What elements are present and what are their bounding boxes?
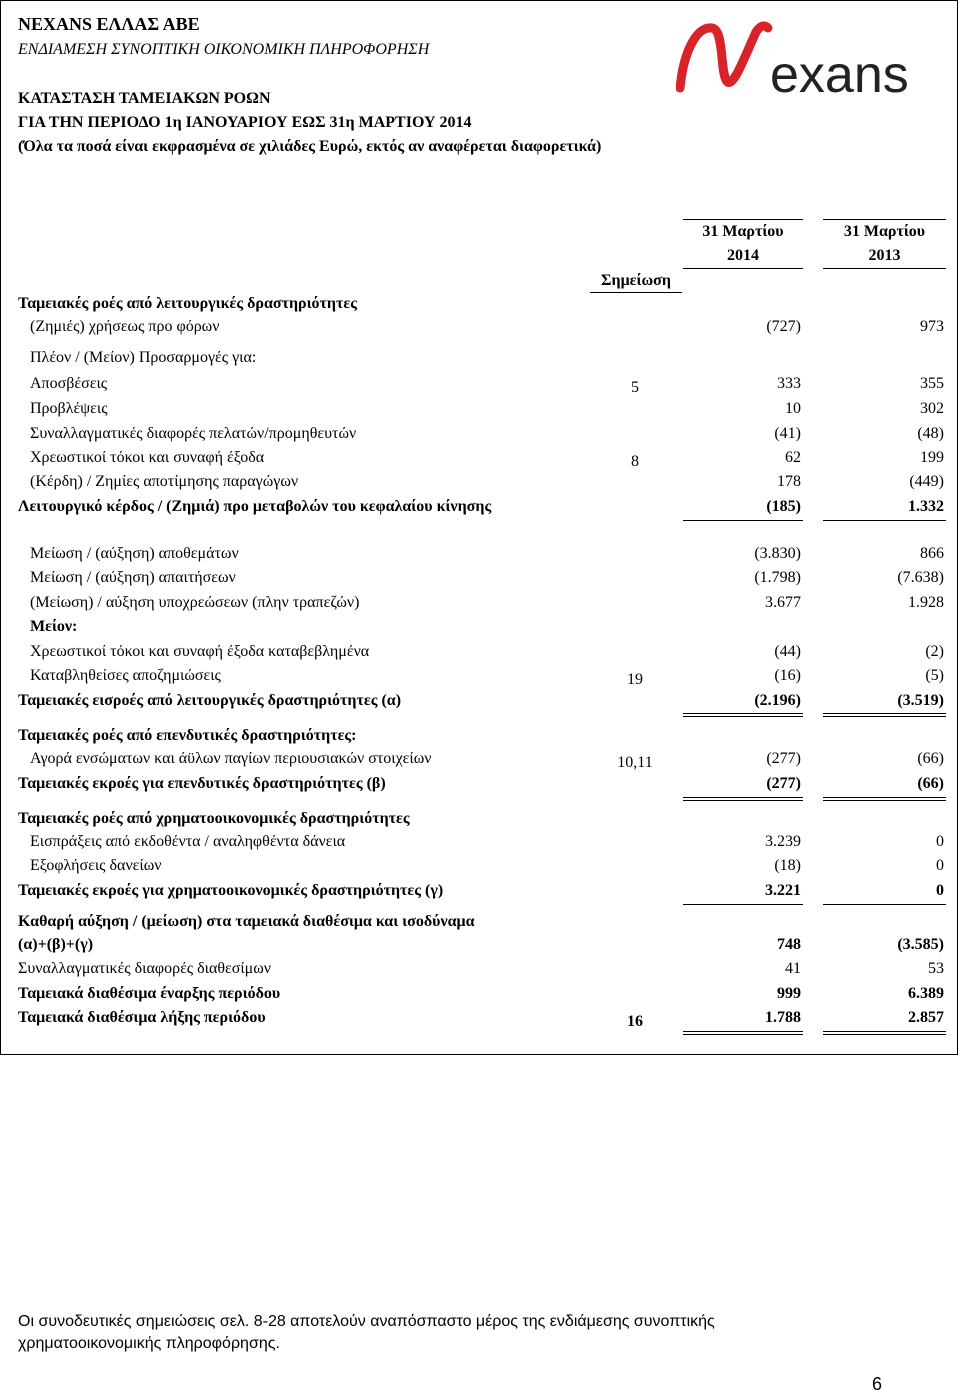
column-header-2013-date: 31 Μαρτίου: [843, 223, 926, 240]
table-row: [0, 747, 960, 771]
value-2013: (5): [925, 667, 944, 684]
value-2014: 1.788: [765, 1009, 801, 1026]
row-label: Ταμειακές εκροές για επενδυτικές δραστηριότητες (β): [18, 775, 386, 792]
column-header-2014-year: 2014: [727, 247, 759, 264]
row-label: Προβλέψεις: [30, 400, 108, 417]
row-label: Χρεωστικοί τόκοι και συναφή έξοδα: [30, 449, 265, 466]
value-2014: (727): [766, 318, 801, 335]
value-2013: 0: [936, 833, 944, 850]
row-label: Ταμειακά διαθέσιμα λήξης περιόδου: [18, 1009, 266, 1026]
row-note: 10,11: [617, 754, 653, 771]
subtotal-rule: [683, 904, 803, 905]
table-row: [0, 957, 960, 981]
row-label: Ταμειακές ροές από επενδυτικές δραστηριότητες:: [18, 727, 357, 744]
row-label: Ταμειακές εισροές από λειτουργικές δραστηριότητες (α): [18, 692, 402, 709]
table-row: [0, 446, 960, 470]
value-2014: 178: [777, 473, 801, 490]
table-row: [0, 315, 960, 339]
value-2014: (18): [774, 857, 801, 874]
value-2014: (41): [774, 425, 801, 442]
table-row: [0, 591, 960, 615]
value-2014: 3.677: [765, 594, 801, 611]
row-note: 5: [631, 379, 639, 396]
value-2013: 6.389: [908, 985, 944, 1002]
value-2014: 333: [777, 375, 801, 392]
column-header-2014: [683, 219, 803, 269]
value-2014: (185): [766, 498, 801, 515]
value-2013: 0: [936, 857, 944, 874]
total-double-rule: [683, 1031, 803, 1035]
value-2014: 41: [785, 960, 801, 977]
column-header-2013: [823, 219, 946, 269]
row-note: 16: [627, 1013, 643, 1030]
value-2013: 1.928: [908, 594, 944, 611]
company-name: NEXANS ΕΛΛΑΣ ΑΒΕ: [18, 14, 200, 34]
statement-period: ΓΙΑ ΤΗΝ ΠΕΡΙΟΔΟ 1η ΙΑΝΟΥΑΡΙΟΥ ΕΩΣ 31η ΜΑΡΤΙΟΥ 2014: [18, 114, 472, 131]
table-row: [0, 807, 960, 831]
page-number: 6: [872, 1374, 883, 1394]
statement-currency-note: (Όλα τα ποσά είναι εκφρασμένα σε χιλιάδες Ευρώ, εκτός αν αναφέρεται διαφορετικά): [18, 138, 602, 155]
row-label: Λειτουργικό κέρδος / (Ζημιά) προ μεταβολών του κεφαλαίου κίνησης: [18, 498, 492, 515]
table-row: [0, 772, 960, 796]
row-label: (Κέρδη) / Ζημίες αποτίμησης παραγώγων: [30, 473, 299, 490]
value-2013: (449): [909, 473, 944, 490]
value-2013: 2.857: [908, 1009, 944, 1026]
table-row: [0, 397, 960, 421]
subtotal-rule: [683, 520, 803, 521]
value-2013: 0: [936, 882, 944, 899]
row-label: Καθαρή αύξηση / (μείωση) στα ταμειακά διαθέσιμα και ισοδύναμα: [18, 913, 475, 930]
value-2014: (3.830): [754, 545, 801, 562]
row-label: Ταμειακές ροές από χρηματοοικονομικές δραστηριότητες: [18, 810, 410, 827]
row-label: Χρεωστικοί τόκοι και συναφή έξοδα καταβεβλημένα: [30, 643, 370, 660]
table-row: [0, 879, 960, 903]
table-row: [0, 615, 960, 639]
row-label: Συναλλαγματικές διαφορές πελατών/προμηθευτών: [30, 425, 357, 442]
value-2014: 3.221: [765, 882, 801, 899]
footer-note: Οι συνοδευτικές σημειώσεις σελ. 8-28 αποτελούν αναπόσπαστο μέρος της ενδιάμεσης συνοπτικής χρηματοοικονομικής πληροφόρησης.: [18, 1313, 715, 1352]
value-2014: (277): [766, 775, 801, 792]
table-row: [0, 470, 960, 494]
table-row: [0, 854, 960, 878]
nexans-logo: [676, 18, 942, 100]
value-2013: 973: [920, 318, 944, 335]
value-2013: (3.585): [897, 936, 944, 953]
row-label: Εισπράξεις από εκδοθέντα / αναληφθέντα δάνεια: [30, 833, 346, 850]
table-row: [0, 1006, 960, 1030]
row-label: Συναλλαγματικές διαφορές διαθεσίμων: [18, 960, 272, 977]
column-header-2014-date: 31 Μαρτίου: [702, 223, 784, 240]
value-2013: (2): [925, 643, 944, 660]
row-note: 8: [631, 453, 639, 470]
row-label: (Μείωση) / αύξηση υποχρεώσεων (πλην τραπεζών): [30, 594, 360, 611]
row-label: Μείον:: [30, 618, 78, 635]
row-label: Μείωση / (αύξηση) αποθεμάτων: [30, 545, 239, 562]
row-label: Καταβληθείσες αποζημιώσεις: [30, 667, 221, 684]
value-2013: (3.519): [897, 692, 944, 709]
value-2014: (16): [774, 667, 801, 684]
value-2014: 748: [777, 936, 801, 953]
logo-wordmark: exans: [770, 46, 909, 100]
statement-title: ΚΑΤΑΣΤΑΣΗ ΤΑΜΕΙΑΚΩΝ ΡΟΩΝ: [18, 90, 271, 107]
row-label: Μείωση / (αύξηση) απαιτήσεων: [30, 569, 236, 586]
table-row: [0, 372, 960, 396]
table-row: [0, 542, 960, 566]
value-2014: (2.196): [754, 692, 801, 709]
value-2014: (277): [766, 750, 801, 767]
table-row: [0, 346, 960, 370]
row-note: 19: [627, 671, 643, 688]
row-label: Αγορά ενσώματων και άϋλων παγίων περιουσιακών στοιχείων: [30, 750, 432, 767]
row-label: Εξοφλήσεις δανείων: [30, 857, 162, 874]
column-header-2013-year: 2013: [868, 247, 901, 264]
value-2014: (44): [774, 643, 801, 660]
value-2013: 199: [920, 449, 944, 466]
value-2013: 53: [928, 960, 944, 977]
value-2013: (66): [917, 775, 944, 792]
row-label: Ταμειακές εκροές για χρηματοοικονομικές δραστηριότητες (γ): [18, 882, 444, 899]
table-row: [0, 724, 960, 748]
row-label: (Ζημιές) χρήσεως προ φόρων: [30, 318, 220, 335]
table-row: [0, 982, 960, 1006]
row-label: Ταμειακές ροές από λειτουργικές δραστηριότητες: [18, 295, 357, 312]
value-2013: 1.332: [908, 498, 944, 515]
note-column-header: Σημείωση: [590, 270, 682, 293]
row-label: Αποσβέσεις: [30, 375, 108, 392]
table-row: [0, 566, 960, 590]
value-2014: (1.798): [754, 569, 801, 586]
table-row: [0, 933, 960, 957]
row-label: Ταμειακά διαθέσιμα έναρξης περιόδου: [18, 985, 281, 1002]
value-2014: 3.239: [765, 833, 801, 850]
table-row: [0, 910, 960, 934]
value-2013: (48): [917, 425, 944, 442]
value-2014: 999: [777, 985, 801, 1002]
value-2013: (7.638): [897, 569, 944, 586]
value-2013: 302: [920, 400, 944, 417]
table-row: [0, 495, 960, 519]
value-2013: 355: [920, 375, 944, 392]
table-row: [0, 640, 960, 664]
table-row: [0, 422, 960, 446]
total-double-rule: [683, 797, 803, 801]
report-subtitle: ΕΝΔΙΑΜΕΣΗ ΣΥΝΟΠΤΙΚΗ ΟΙΚΟΝΟΜΙΚΗ ΠΛΗΡΟΦΟΡΗΣΗ: [18, 41, 430, 58]
subtotal-rule: [823, 904, 946, 905]
row-label: (α)+(β)+(γ): [18, 936, 94, 953]
value-2013: (66): [917, 750, 944, 767]
total-double-rule: [683, 713, 803, 717]
subtotal-rule: [823, 520, 946, 521]
table-row: [0, 292, 960, 316]
row-label: Πλέον / (Μείον) Προσαρμογές για:: [30, 349, 257, 366]
total-double-rule: [823, 713, 946, 717]
table-row: [0, 689, 960, 713]
value-2013: 866: [920, 545, 944, 562]
value-2014: 10: [785, 400, 801, 417]
total-double-rule: [823, 1031, 946, 1035]
table-row: [0, 830, 960, 854]
table-row: [0, 664, 960, 688]
value-2014: 62: [785, 449, 801, 466]
total-double-rule: [823, 797, 946, 801]
